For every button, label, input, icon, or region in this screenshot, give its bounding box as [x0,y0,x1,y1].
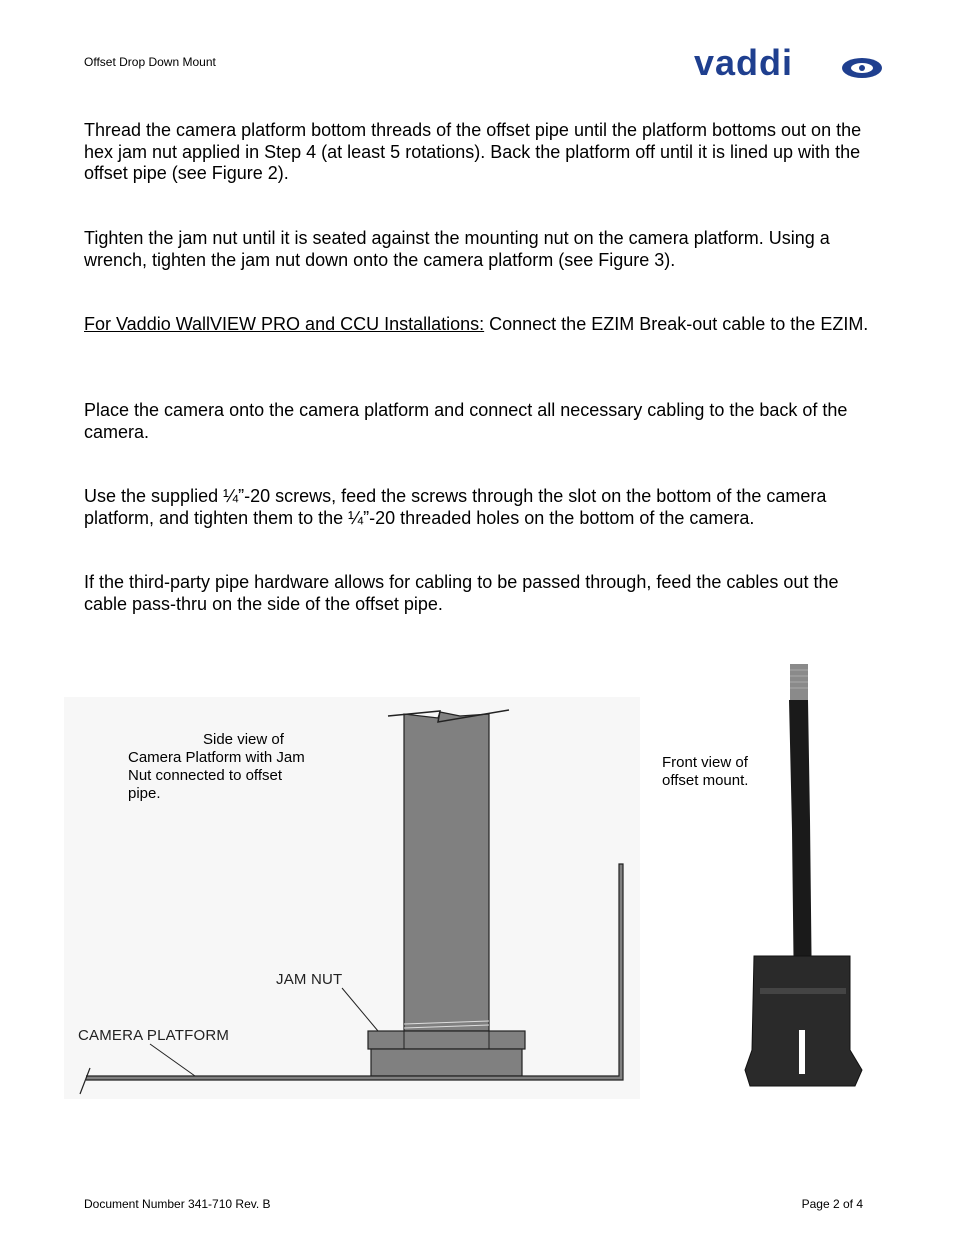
side-caption-rest: Camera Platform with Jam Nut connected to offset pipe. [128,749,305,802]
mounting-nut [371,1049,522,1076]
offset-pipe-side [404,712,489,1031]
jam-nut-label: JAM NUT [276,971,343,988]
step-paragraph-cabling: If the third-party pipe hardware allows for cabling to be passed through, feed the cables out the cable pass-thru on the side of the offset pipe. [84,572,839,614]
step-paragraph-screws: Use the supplied ¼”-20 screws, feed the screws through the slot on the bottom of the camera platform, and tighten them to the ¼”-20 threaded holes on the bottom of the camera. [84,486,827,528]
page-number: Page 2 of 4 [801,1197,863,1211]
platform-leader [150,1044,195,1076]
wallview-heading: For Vaddio WallVIEW PRO and CCU Installations: [84,314,485,334]
document-number: Document Number 341-710 Rev. B [84,1197,271,1211]
side-view-caption [128,731,308,803]
jam-nut [368,1031,525,1049]
svg-text:vaddi: vaddi [694,46,794,82]
page-header-title: Offset Drop Down Mount [84,55,216,69]
camera-platform-side [86,864,623,1080]
step-paragraph-thread: Thread the camera platform bottom threads of the offset pipe until the platform bottoms out on the hex jam nut applied in Step 4 (at least 5 rotations). Back the platform off until it is lined up with the offset pipe (see Figure 2). [84,120,862,184]
front-view-caption: Front view of offset mount. [662,754,749,789]
step-paragraph-tighten: Tighten the jam nut until it is seated against the mounting nut on the camera platform. Using a wrench, tighten the jam nut down onto the camera platform (see Figure 3). [84,228,830,270]
step-paragraph-place-camera: Place the camera onto the camera platform and connect all necessary cabling to the back of the camera. [84,400,848,442]
side-caption-line1: Side view of [203,731,284,748]
wallview-text: Connect the EZIM Break-out cable to the EZIM. [484,314,869,334]
camera-platform-label: CAMERA PLATFORM [78,1027,230,1044]
jam-nut-leader [342,988,378,1031]
front-view-drawing [745,664,862,1086]
